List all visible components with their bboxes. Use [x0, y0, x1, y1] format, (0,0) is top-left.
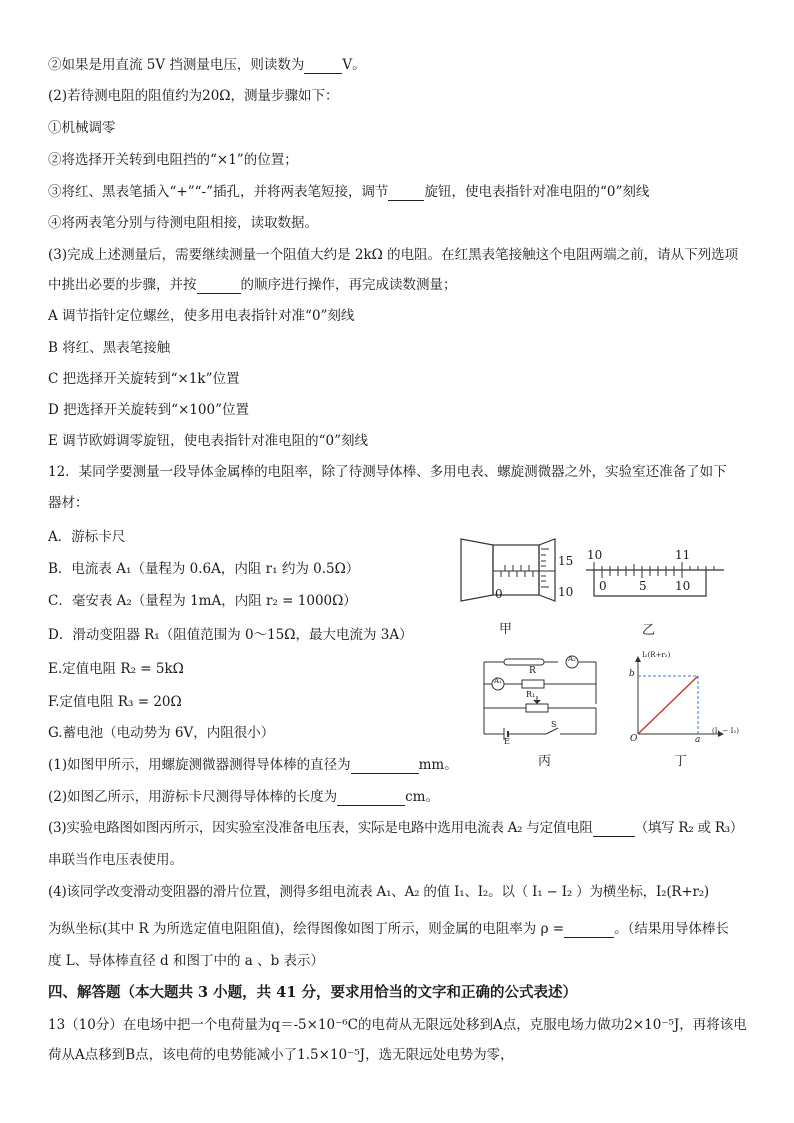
q12-item-f: F.定值电阻 R₃ = 20Ω: [48, 694, 182, 710]
q12-part3: (3)实验电路图如图丙所示，因实验室没准备电压表，实际是电路中选用电流表 A₂ 与定值电阻 （填写 R₂ 或 R₃）: [48, 820, 744, 836]
q11-option-c: C 把选择开关旋转到“×1k”位置: [48, 371, 240, 387]
answer-blank[interactable]: [197, 279, 241, 294]
figure-bing-circuit: A₂ A₁ R R₁ E S 丙: [478, 652, 602, 768]
q12-item-b: B．电流表 A₁（量程为 0.6A，内阻 r₁ 约为 0.5Ω）: [48, 561, 360, 577]
answer-blank[interactable]: [351, 759, 419, 774]
figure-jia-label: 甲: [499, 622, 513, 637]
q12-intro-line2: 器材：: [48, 495, 89, 511]
q12-item-d: D．滑动变阻器 R₁（阻值范围为 0～15Ω，最大电流为 3A）: [48, 627, 413, 643]
figure-yi-label: 乙: [642, 623, 656, 638]
figure-bing-label: 丙: [538, 754, 552, 769]
answer-blank[interactable]: [388, 186, 424, 201]
q11-option-a: A 调节指针定位螺丝，使多用电表指针对准“0”刻线: [48, 308, 355, 324]
q11-part2-intro: (2)若待测电阻的阻值约为20Ω，测量步骤如下：: [48, 88, 339, 104]
q11-step1: ①机械调零: [48, 120, 116, 136]
q11-step4: ④将两表笔分别与待测电阻相接，读取数据。: [48, 215, 318, 231]
figure-ding-label: 丁: [674, 754, 688, 769]
section4-heading: 四、解答题（本大题共 3 小题，共 41 分，要求用恰当的文字和正确的公式表述）: [48, 984, 577, 1001]
q12-item-g: G.蓄电池（电动势为 6V，内阻很小）: [48, 725, 275, 741]
answer-blank[interactable]: [304, 59, 342, 74]
q11-step3: ③将红、黑表笔插入“+”“-”插孔，并将两表笔短接，调节 旋钮，使电表指针对准电阻的“0”刻线: [48, 184, 650, 200]
q12-part4-line1: (4)该同学改变滑动变阻器的滑片位置，测得多组电流表 A₁、A₂ 的值 I₁、I₂。以（ I₁ − I₂ ）为横坐标，I₂(R+r₂): [48, 884, 709, 900]
q12-part4-line3: 度 L、导体棒直径 d 和图丁中的 a 、b 表示）: [48, 953, 325, 969]
figure-ding-graph: I₂(R+r₂) (I₁ − I₂) b a O 丁: [622, 652, 754, 768]
answer-blank[interactable]: [564, 923, 614, 938]
q11-option-e: E 调节欧姆调零旋钮，使电表指针对准电阻的“0”刻线: [48, 433, 369, 449]
q11-option-d: D 把选择开关旋转到“×100”位置: [48, 402, 249, 418]
circuit-drawing: [478, 652, 602, 747]
q13-line1: 13（10分）在电场中把一个电荷量为q＝-5×10⁻⁶C的电荷从无限远处移到A点，克服电场力做功2×10⁻⁵J，再将该电: [48, 1017, 747, 1033]
q12-intro-line1: 12．某同学要测量一段导体金属棒的电阻率，除了待测导体棒、多用电表、螺旋测微器之外，实验室还准备了如下: [48, 464, 727, 480]
q11-line-voltage-reading: ②如果是用直流 5V 挡测量电压，则读数为 V。: [48, 57, 366, 73]
figure-jia-micrometer: 0 15 10 甲: [455, 535, 587, 640]
q12-part4-line2: 为纵坐标(其中 R 为所选定值电阻阻值)，绘得图像如图丁所示，则金属的电阻率为 ρ = 。（结果用导体棒长: [48, 921, 729, 937]
q13-line2: 荷从A点移到B点，该电荷的电势能减小了1.5×10⁻⁵J，选无限远处电势为零，: [48, 1047, 514, 1063]
q12-part3-line2: 串联当作电压表使用。: [48, 852, 183, 868]
q12-item-a: A．游标卡尺: [48, 529, 126, 545]
figure-yi-caliper: 10 11 0 5 10 乙: [584, 548, 734, 642]
q11-part3-line1: (3)完成上述测量后，需要继续测量一个阻值大约是 2kΩ 的电阻。在红黑表笔接触这个电阻两端之前，请从下列选项: [48, 247, 739, 263]
q12-item-c: C．毫安表 A₂（量程为 1mA，内阻 r₂ = 1000Ω）: [48, 593, 357, 609]
q11-option-b: B 将红、黑表笔接触: [48, 340, 171, 356]
q12-part1: (1)如图甲所示，用螺旋测微器测得导体棒的直径为 mm。: [48, 757, 458, 773]
q11-step2: ②将选择开关转到电阻挡的“×1”的位置；: [48, 152, 298, 168]
answer-blank[interactable]: [593, 822, 635, 837]
q12-part2: (2)如图乙所示，用游标卡尺测得导体棒的长度为 cm。: [48, 789, 439, 805]
answer-blank[interactable]: [337, 791, 405, 806]
q12-item-e: E.定值电阻 R₂ = 5kΩ: [48, 661, 184, 677]
q11-part3-line2: 中挑出必要的步骤，并按 的顺序进行操作，再完成读数测量；: [48, 277, 457, 293]
